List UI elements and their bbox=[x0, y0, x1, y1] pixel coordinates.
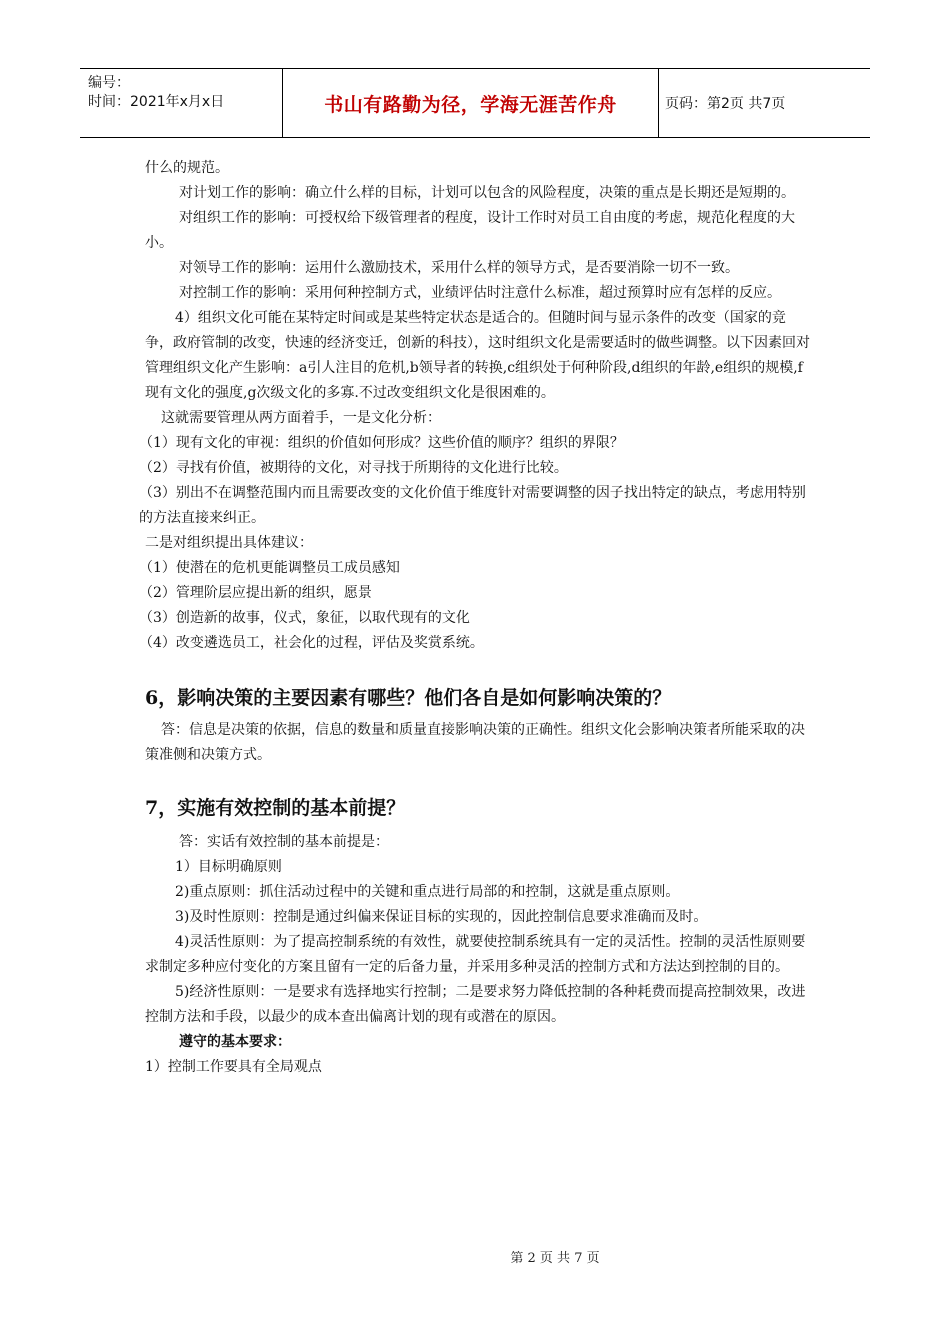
paragraph: 这就需要管理从两方面着手，一是文化分析： bbox=[161, 410, 441, 426]
list-item: （4）改变遴选员工，社会化的过程，评估及奖赏系统。 bbox=[139, 635, 484, 651]
paragraph: 对领导工作的影响：运用什么激励技术，采用什么样的领导方式，是否要消除一切不一致。 bbox=[179, 260, 739, 276]
list-item: 1）目标明确原则 bbox=[175, 859, 282, 875]
document-body bbox=[139, 156, 810, 1080]
paragraph: 对组织工作的影响：可授权给下级管理者的程度，设计工作时对员工自由度的考虑，规范化程度的大小。 bbox=[145, 210, 795, 251]
list-item: （2）寻找有价值，被期待的文化，对寻找于所期待的文化进行比较。 bbox=[139, 460, 568, 476]
question-7-intro: 答：实话有效控制的基本前提是： bbox=[179, 834, 389, 850]
time-label: 时间：2021年x月x日 bbox=[88, 94, 225, 110]
list-item: 3)及时性原则：控制是通过纠偏来保证目标的实现的，因此控制信息要求准确而及时。 bbox=[175, 909, 708, 925]
paragraph: 什么的规范。 bbox=[145, 160, 229, 176]
question-6-heading: 6，影响决策的主要因素有哪些？他们各自是如何影响决策的？ bbox=[145, 687, 672, 709]
header-meta-cell bbox=[80, 69, 283, 137]
list-item: （3）别出不在调整范围内而且需要改变的文化价值于维度针对需要调整的因子找出特定的缺点，考虑用特别的方法直接来纠正。 bbox=[139, 485, 806, 526]
page-info: 页码：第2页 共7页 bbox=[665, 96, 786, 112]
list-item: （2）管理阶层应提出新的组织，愿景 bbox=[139, 585, 372, 601]
list-item: （1）使潜在的危机更能调整员工成员感知 bbox=[139, 560, 400, 576]
list-item: （3）创造新的故事，仪式，象征，以取代现有的文化 bbox=[139, 610, 470, 626]
question-6-answer: 答：信息是决策的依据，信息的数量和质量直接影响决策的正确性。组织文化会影响决策者所能采取的决策准侧和决策方式。 bbox=[145, 722, 805, 763]
number-label: 编号： bbox=[88, 75, 130, 91]
list-item: 1）控制工作要具有全局观点 bbox=[145, 1059, 322, 1075]
paragraph: 对计划工作的影响：确立什么样的目标，计划可以包含的风险程度，决策的重点是长期还是短期的。 bbox=[179, 185, 795, 201]
page-footer bbox=[0, 1247, 950, 1266]
paragraph: 4）组织文化可能在某特定时间或是某些特定状态是适合的。但随时间与显示条件的改变（国家的竞争，政府管制的改变，快速的经济变迁，创新的科技），这时组织文化是需要适时的做些调整。以下因素回对管理组织文化产生影响：a引人注目的危机,b领导者的转换,c组织处于何种阶段,d组织的年龄,e组织的规模,f现有文化的强度,g次级文化的多寡.不过改变组织文化是很困难的。 bbox=[145, 310, 810, 401]
list-item: 2)重点原则：抓住活动过程中的关键和重点进行局部的和控制，这就是重点原则。 bbox=[175, 884, 680, 900]
list-item: 4)灵活性原则：为了提高控制系统的有效性，就要使控制系统具有一定的灵活性。控制的灵活性原则要求制定多种应付变化的方案且留有一定的后备力量，并采用多种灵活的控制方式和方法达到控制的目的。 bbox=[145, 934, 806, 975]
header-page-cell bbox=[659, 69, 870, 137]
list-item: 5)经济性原则：一是要求有选择地实行控制；二是要求努力降低控制的各种耗费而提高控制效果，改进控制方法和手段，以最少的成本查出偏离计划的现有或潜在的原因。 bbox=[145, 984, 806, 1025]
motto-text: 书山有路勤为径，学海无涯苦作舟 bbox=[324, 93, 617, 116]
list-item: （1）现有文化的审视：组织的价值如何形成？这些价值的顺序？组织的界限？ bbox=[139, 435, 624, 451]
header-motto-cell bbox=[283, 69, 659, 137]
paragraph: 二是对组织提出具体建议： bbox=[145, 535, 313, 551]
paragraph: 对控制工作的影响：采用何种控制方式，业绩评估时注意什么标准，超过预算时应有怎样的反应。 bbox=[179, 285, 781, 301]
page-header-table bbox=[80, 68, 870, 138]
requirements-subheading: 遵守的基本要求： bbox=[179, 1034, 291, 1050]
question-7-heading: 7，实施有效控制的基本前提？ bbox=[145, 797, 406, 819]
footer-page-number: 第 2 页 共 7 页 bbox=[510, 1251, 600, 1266]
